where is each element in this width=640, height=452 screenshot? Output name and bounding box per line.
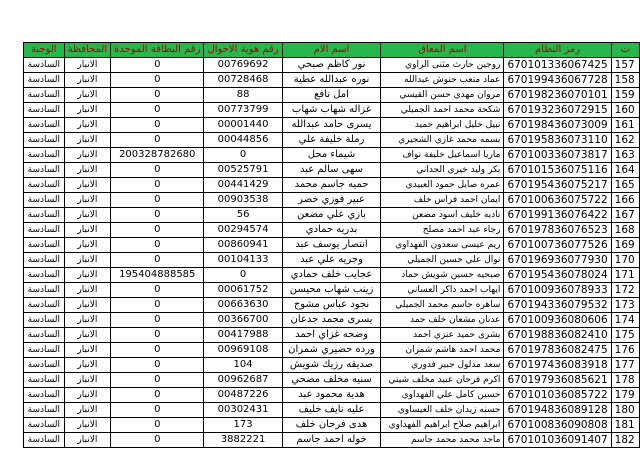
header-system-code: رمز النظام bbox=[504, 43, 611, 58]
row-civil-id: 00441429 bbox=[204, 178, 282, 193]
row-batch: السادسة bbox=[24, 313, 65, 328]
row-seq: 181 bbox=[611, 418, 639, 433]
row-seq: 175 bbox=[611, 328, 639, 343]
row-civil-id: 00903538 bbox=[204, 193, 282, 208]
table-row bbox=[24, 58, 640, 73]
header-seq: ت bbox=[611, 43, 639, 58]
row-civil-id: 00962687 bbox=[204, 373, 282, 388]
row-mother-name: عجايب خلف حمادي bbox=[282, 268, 381, 283]
row-governorate: الانبار bbox=[64, 268, 110, 283]
row-unified-card: 0 bbox=[111, 118, 204, 133]
row-disabled-name: حسين كامل علي الفهداوي bbox=[381, 388, 504, 403]
row-governorate: الانبار bbox=[64, 253, 110, 268]
table-row bbox=[24, 73, 640, 88]
row-batch: السادسة bbox=[24, 433, 65, 448]
row-unified-card: 0 bbox=[111, 418, 204, 433]
row-civil-id: 00001440 bbox=[204, 118, 282, 133]
row-governorate: الانبار bbox=[64, 163, 110, 178]
row-batch: السادسة bbox=[24, 253, 65, 268]
row-disabled-name: نبيل خليل ابراهيم حميد bbox=[381, 118, 504, 133]
row-disabled-name: ناديه خليف اسود مضعن bbox=[381, 208, 504, 223]
row-mother-name: زينب شهاب محيسن bbox=[282, 283, 381, 298]
table-row bbox=[24, 358, 640, 373]
row-mother-name: سهى سالم عبد bbox=[282, 163, 381, 178]
row-seq: 162 bbox=[611, 133, 639, 148]
row-civil-id: 0 bbox=[204, 148, 282, 163]
row-seq: 168 bbox=[611, 223, 639, 238]
row-disabled-name: شكحة محمد احمد الجميلي bbox=[381, 103, 504, 118]
header-unified-card: رقم البطاقة الموحدة bbox=[111, 43, 204, 58]
row-governorate: الانبار bbox=[64, 178, 110, 193]
row-system-code: 670100936080606 bbox=[504, 313, 611, 328]
row-governorate: الانبار bbox=[64, 358, 110, 373]
row-disabled-name: بسمه محمد غازي الشجيري bbox=[381, 133, 504, 148]
row-unified-card: 0 bbox=[111, 298, 204, 313]
table-row bbox=[24, 148, 640, 163]
row-system-code: 670101536075116 bbox=[504, 163, 611, 178]
row-seq: 157 bbox=[611, 58, 639, 73]
row-governorate: الانبار bbox=[64, 88, 110, 103]
row-mother-name: امل نافع bbox=[282, 88, 381, 103]
row-governorate: الانبار bbox=[64, 433, 110, 448]
row-civil-id: 0 bbox=[204, 268, 282, 283]
row-batch: السادسة bbox=[24, 223, 65, 238]
row-system-code: 670197936085621 bbox=[504, 373, 611, 388]
row-batch: السادسة bbox=[24, 58, 65, 73]
row-disabled-name: عمره صايل حمود العبيدي bbox=[381, 178, 504, 193]
row-civil-id: 00728468 bbox=[204, 73, 282, 88]
row-system-code: 670194836089128 bbox=[504, 403, 611, 418]
row-system-code: 670101036091407 bbox=[504, 433, 611, 448]
row-unified-card: 200328782680 bbox=[111, 148, 204, 163]
row-seq: 167 bbox=[611, 208, 639, 223]
row-governorate: الانبار bbox=[64, 208, 110, 223]
row-disabled-name: عدنان مشعان خلف حمد bbox=[381, 313, 504, 328]
row-governorate: الانبار bbox=[64, 418, 110, 433]
table-row bbox=[24, 163, 640, 178]
row-mother-name: غزاله شهاب شهاب bbox=[282, 103, 381, 118]
row-unified-card: 0 bbox=[111, 328, 204, 343]
header-mother-name: اسم الام bbox=[282, 43, 381, 58]
row-seq: 173 bbox=[611, 298, 639, 313]
row-civil-id: 00366700 bbox=[204, 313, 282, 328]
row-batch: السادسة bbox=[24, 283, 65, 298]
row-seq: 169 bbox=[611, 238, 639, 253]
row-civil-id: 88 bbox=[204, 88, 282, 103]
table-row bbox=[24, 433, 640, 448]
row-civil-id: 00302431 bbox=[204, 403, 282, 418]
table-row bbox=[24, 418, 640, 433]
row-unified-card: 0 bbox=[111, 58, 204, 73]
row-mother-name: ورده حضيري شمران bbox=[282, 343, 381, 358]
beneficiaries-table bbox=[23, 42, 640, 448]
row-unified-card: 0 bbox=[111, 403, 204, 418]
row-mother-name: وضحه غزاي احمد bbox=[282, 328, 381, 343]
row-governorate: الانبار bbox=[64, 118, 110, 133]
table-row bbox=[24, 388, 640, 403]
row-batch: السادسة bbox=[24, 418, 65, 433]
row-mother-name: هدية محمود عبد bbox=[282, 388, 381, 403]
row-governorate: الانبار bbox=[64, 313, 110, 328]
row-batch: السادسة bbox=[24, 328, 65, 343]
row-disabled-name: رجاء عبد احمد مصلح bbox=[381, 223, 504, 238]
row-batch: السادسة bbox=[24, 343, 65, 358]
row-unified-card: 0 bbox=[111, 88, 204, 103]
row-governorate: الانبار bbox=[64, 373, 110, 388]
table-row bbox=[24, 328, 640, 343]
row-governorate: الانبار bbox=[64, 193, 110, 208]
row-disabled-name: سعد مذلول جبير فدوري bbox=[381, 358, 504, 373]
row-disabled-name: ابراهيم صلاح ابراهيم الفهداوي bbox=[381, 418, 504, 433]
row-governorate: الانبار bbox=[64, 58, 110, 73]
row-civil-id: 00969108 bbox=[204, 343, 282, 358]
row-disabled-name: مروان مهدي حسن القيسي bbox=[381, 88, 504, 103]
row-seq: 182 bbox=[611, 433, 639, 448]
row-governorate: الانبار bbox=[64, 73, 110, 88]
row-mother-name: رملة خليفة علي bbox=[282, 133, 381, 148]
row-system-code: 670198436073009 bbox=[504, 118, 611, 133]
spreadsheet-page bbox=[23, 42, 640, 448]
table-row bbox=[24, 283, 640, 298]
row-seq: 172 bbox=[611, 283, 639, 298]
row-batch: السادسة bbox=[24, 148, 65, 163]
row-seq: 160 bbox=[611, 103, 639, 118]
row-unified-card: 0 bbox=[111, 223, 204, 238]
row-system-code: 670195436078024 bbox=[504, 268, 611, 283]
row-seq: 176 bbox=[611, 343, 639, 358]
row-system-code: 670100736077526 bbox=[504, 238, 611, 253]
row-seq: 177 bbox=[611, 358, 639, 373]
row-civil-id: 173 bbox=[204, 418, 282, 433]
row-seq: 179 bbox=[611, 388, 639, 403]
table-row bbox=[24, 193, 640, 208]
row-system-code: 670195436075217 bbox=[504, 178, 611, 193]
row-disabled-name: بشرى حميد عنزي احمد bbox=[381, 328, 504, 343]
row-seq: 180 bbox=[611, 403, 639, 418]
row-unified-card: 0 bbox=[111, 103, 204, 118]
row-system-code: 670199136076422 bbox=[504, 208, 611, 223]
row-unified-card: 0 bbox=[111, 373, 204, 388]
row-mother-name: عليه نايف خليف bbox=[282, 403, 381, 418]
table-row bbox=[24, 373, 640, 388]
row-mother-name: نجود عباس مشوح bbox=[282, 298, 381, 313]
row-mother-name: بازي علي مضعن bbox=[282, 208, 381, 223]
row-unified-card: 0 bbox=[111, 343, 204, 358]
row-disabled-name: محمد احمد هاشم شمران bbox=[381, 343, 504, 358]
row-mother-name: سنيه مخلف مضحي bbox=[282, 373, 381, 388]
table-row bbox=[24, 208, 640, 223]
table-row bbox=[24, 253, 640, 268]
row-disabled-name: ايمان احمد فراس خلف bbox=[381, 193, 504, 208]
row-batch: السادسة bbox=[24, 118, 65, 133]
row-system-code: 670199436067728 bbox=[504, 73, 611, 88]
row-disabled-name: ماريا اسماعيل خليفة نواف bbox=[381, 148, 504, 163]
row-disabled-name: ريم عيسى سعدون الفهداوي bbox=[381, 238, 504, 253]
row-system-code: 670100336073817 bbox=[504, 148, 611, 163]
row-disabled-name: ايهاب احمد ذاكر العساني bbox=[381, 283, 504, 298]
row-system-code: 670100636075722 bbox=[504, 193, 611, 208]
row-batch: السادسة bbox=[24, 178, 65, 193]
row-civil-id: 00769692 bbox=[204, 58, 282, 73]
row-seq: 174 bbox=[611, 313, 639, 328]
table-row bbox=[24, 133, 640, 148]
row-system-code: 670197836082475 bbox=[504, 343, 611, 358]
row-mother-name: نور كاظم صبحي bbox=[282, 58, 381, 73]
header-governorate: المحافظة bbox=[64, 43, 110, 58]
table-row bbox=[24, 223, 640, 238]
row-governorate: الانبار bbox=[64, 343, 110, 358]
row-unified-card: 0 bbox=[111, 73, 204, 88]
row-disabled-name: حسنه زيدان خلف العيساوي bbox=[381, 403, 504, 418]
row-mother-name: يسرى حامد عبدالله bbox=[282, 118, 381, 133]
row-mother-name: بدريه حمادي bbox=[282, 223, 381, 238]
row-batch: السادسة bbox=[24, 103, 65, 118]
table-row bbox=[24, 103, 640, 118]
table-row bbox=[24, 238, 640, 253]
row-disabled-name: روجين حارث مثنى الراوي bbox=[381, 58, 504, 73]
row-governorate: الانبار bbox=[64, 238, 110, 253]
row-governorate: الانبار bbox=[64, 283, 110, 298]
row-seq: 171 bbox=[611, 268, 639, 283]
row-unified-card: 0 bbox=[111, 178, 204, 193]
row-mother-name: نوره عبدالله عطية bbox=[282, 73, 381, 88]
header-row bbox=[24, 43, 640, 58]
row-civil-id: 00663630 bbox=[204, 298, 282, 313]
row-governorate: الانبار bbox=[64, 298, 110, 313]
row-civil-id: 00061752 bbox=[204, 283, 282, 298]
row-mother-name: انتصار يوسف عبد bbox=[282, 238, 381, 253]
row-unified-card: 195404888585 bbox=[111, 268, 204, 283]
row-seq: 166 bbox=[611, 193, 639, 208]
row-system-code: 670196936077930 bbox=[504, 253, 611, 268]
row-civil-id: 104 bbox=[204, 358, 282, 373]
row-mother-name: عبير فوزي خضر bbox=[282, 193, 381, 208]
row-governorate: الانبار bbox=[64, 388, 110, 403]
row-seq: 164 bbox=[611, 163, 639, 178]
row-mother-name: خوله احمد جاسم bbox=[282, 433, 381, 448]
table-row bbox=[24, 403, 640, 418]
row-unified-card: 0 bbox=[111, 163, 204, 178]
row-mother-name: يسرى محمد جدعان bbox=[282, 313, 381, 328]
row-system-code: 670101036085722 bbox=[504, 388, 611, 403]
row-system-code: 670193236072915 bbox=[504, 103, 611, 118]
row-unified-card: 0 bbox=[111, 283, 204, 298]
row-unified-card: 0 bbox=[111, 388, 204, 403]
row-unified-card: 0 bbox=[111, 193, 204, 208]
row-disabled-name: ساهره جاسم محمد الجميلي bbox=[381, 298, 504, 313]
table-row bbox=[24, 118, 640, 133]
row-governorate: الانبار bbox=[64, 328, 110, 343]
row-unified-card: 0 bbox=[111, 253, 204, 268]
row-unified-card: 0 bbox=[111, 433, 204, 448]
row-batch: السادسة bbox=[24, 373, 65, 388]
row-batch: السادسة bbox=[24, 163, 65, 178]
row-seq: 170 bbox=[611, 253, 639, 268]
row-seq: 178 bbox=[611, 373, 639, 388]
row-civil-id: 56 bbox=[204, 208, 282, 223]
row-seq: 159 bbox=[611, 88, 639, 103]
row-mother-name: حميه جاسم محمد bbox=[282, 178, 381, 193]
row-disabled-name: اكرم فرحان عبيد مخلف شيتي bbox=[381, 373, 504, 388]
row-system-code: 670101336067425 bbox=[504, 58, 611, 73]
row-governorate: الانبار bbox=[64, 223, 110, 238]
row-system-code: 670194336079532 bbox=[504, 298, 611, 313]
row-unified-card: 0 bbox=[111, 133, 204, 148]
row-civil-id: 00860941 bbox=[204, 238, 282, 253]
row-civil-id: 3882221 bbox=[204, 433, 282, 448]
row-unified-card: 0 bbox=[111, 238, 204, 253]
row-civil-id: 00487226 bbox=[204, 388, 282, 403]
row-mother-name: صديقه رزيك شويش bbox=[282, 358, 381, 373]
row-mother-name: وجريه علي عبد bbox=[282, 253, 381, 268]
row-disabled-name: صبحيه حسين شويش حماد bbox=[381, 268, 504, 283]
row-batch: السادسة bbox=[24, 403, 65, 418]
table-row bbox=[24, 268, 640, 283]
row-system-code: 670195836073110 bbox=[504, 133, 611, 148]
row-batch: السادسة bbox=[24, 73, 65, 88]
row-system-code: 670198236070101 bbox=[504, 88, 611, 103]
row-civil-id: 00294574 bbox=[204, 223, 282, 238]
row-batch: السادسة bbox=[24, 388, 65, 403]
row-batch: السادسة bbox=[24, 358, 65, 373]
row-system-code: 670197436083918 bbox=[504, 358, 611, 373]
row-civil-id: 00044856 bbox=[204, 133, 282, 148]
row-unified-card: 0 bbox=[111, 208, 204, 223]
row-unified-card: 0 bbox=[111, 313, 204, 328]
row-batch: السادسة bbox=[24, 208, 65, 223]
header-disabled-name: اسم المعاق bbox=[381, 43, 504, 58]
table-row bbox=[24, 313, 640, 328]
row-governorate: الانبار bbox=[64, 133, 110, 148]
row-batch: السادسة bbox=[24, 193, 65, 208]
row-seq: 158 bbox=[611, 73, 639, 88]
row-system-code: 670100836090808 bbox=[504, 418, 611, 433]
row-batch: السادسة bbox=[24, 238, 65, 253]
row-civil-id: 00104133 bbox=[204, 253, 282, 268]
row-system-code: 670197836076523 bbox=[504, 223, 611, 238]
row-system-code: 670100936078933 bbox=[504, 283, 611, 298]
row-batch: السادسة bbox=[24, 298, 65, 313]
row-seq: 165 bbox=[611, 178, 639, 193]
row-governorate: الانبار bbox=[64, 403, 110, 418]
row-disabled-name: عماد متعب حنوش عبدالله bbox=[381, 73, 504, 88]
row-civil-id: 00773799 bbox=[204, 103, 282, 118]
row-seq: 163 bbox=[611, 148, 639, 163]
row-civil-id: 00417988 bbox=[204, 328, 282, 343]
header-batch: الوجبة bbox=[24, 43, 65, 58]
row-civil-id: 00525791 bbox=[204, 163, 282, 178]
row-mother-name: هدى فرحان خلف bbox=[282, 418, 381, 433]
header-civil-id: رقم هوية الاحوال bbox=[204, 43, 282, 58]
row-batch: السادسة bbox=[24, 133, 65, 148]
row-disabled-name: نوال علي حسين الجميلي bbox=[381, 253, 504, 268]
table-row bbox=[24, 298, 640, 313]
row-governorate: الانبار bbox=[64, 103, 110, 118]
table-row bbox=[24, 88, 640, 103]
row-seq: 161 bbox=[611, 118, 639, 133]
table-row bbox=[24, 178, 640, 193]
row-unified-card: 0 bbox=[111, 358, 204, 373]
row-mother-name: شيماء محل bbox=[282, 148, 381, 163]
row-system-code: 670198836082410 bbox=[504, 328, 611, 343]
row-governorate: الانبار bbox=[64, 148, 110, 163]
table-row bbox=[24, 343, 640, 358]
row-disabled-name: بكر وليد خيري الجداني bbox=[381, 163, 504, 178]
row-batch: السادسة bbox=[24, 268, 65, 283]
row-batch: السادسة bbox=[24, 88, 65, 103]
row-disabled-name: ماجد محمد محمد جاسم bbox=[381, 433, 504, 448]
